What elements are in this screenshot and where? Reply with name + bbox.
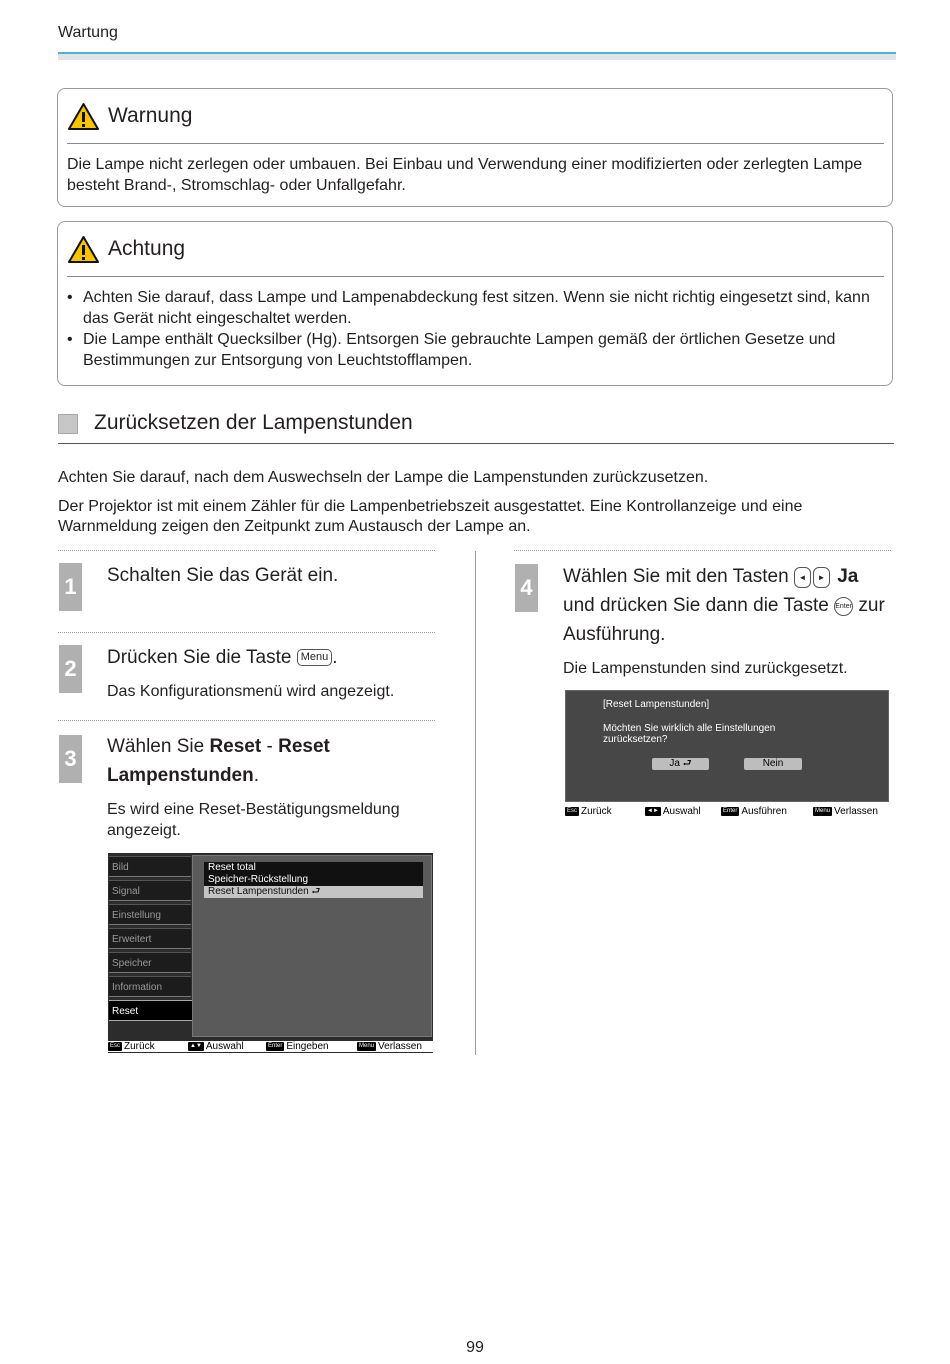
menu-option: Speicher-Rückstellung — [204, 874, 423, 886]
step-divider — [514, 550, 891, 551]
footer-label: Verlassen — [834, 806, 878, 817]
step-3-bold-reset: Reset — [209, 736, 262, 757]
caution-title: Achtung — [108, 237, 186, 260]
step-4-bold-yes: Ja — [837, 566, 859, 587]
footer-label: Zurück — [581, 806, 612, 817]
header-band — [58, 54, 896, 60]
step-4-text — [563, 562, 898, 649]
footer-label: Ausführen — [741, 806, 787, 817]
caution-item: • Die Lampe enthält Quecksilber (Hg). Entsorgen Sie gebrauchte Lampen gemäß der örtlichen Gesetze und Bestimmungen zur Entsorgung von Leuchtstofflampen. — [67, 329, 884, 371]
step-2-text-after: . — [332, 647, 338, 668]
menu-option-selected: Reset Lampenstunden ⮐ — [204, 886, 423, 898]
footer-key: Esc — [567, 808, 578, 814]
warning-title: Warnung — [108, 104, 193, 127]
step-4-line3: Ausführung. — [563, 624, 666, 645]
menu-footer — [108, 1041, 433, 1052]
footer-key: Esc — [110, 1043, 121, 1049]
menu-side-item: Bild — [109, 856, 191, 877]
right-arrow-key-icon: ► — [813, 567, 830, 588]
step-4-text-before: Wählen Sie mit den Tasten — [563, 566, 789, 587]
dialog-title: [Reset Lampenstunden] — [603, 699, 710, 710]
warning-text: Die Lampe nicht zerlegen oder umbauen. Bei Einbau und Verwendung einer modifizierten oder zerlegten Lampe besteht Brand-, Stromschlag- oder Unfallgefahr. — [67, 156, 863, 194]
menu-options-panel — [192, 855, 432, 1037]
menu-option: Reset total — [204, 862, 423, 874]
caution-list — [67, 287, 884, 371]
column-divider — [475, 551, 476, 1055]
footer-key: ◄► — [647, 808, 659, 814]
caution-triangle-icon — [67, 235, 100, 264]
step-4-line2-before: und drücken Sie dann die Taste — [563, 595, 829, 616]
menu-key-icon: Menu — [297, 649, 333, 666]
running-header: Wartung — [58, 24, 118, 41]
section-rule — [58, 443, 894, 444]
footer-key: Enter — [268, 1043, 283, 1049]
menu-side-item: Einstellung — [109, 904, 191, 925]
footer-label: Verlassen — [378, 1041, 422, 1052]
dialog-screenshot — [565, 690, 889, 802]
step-3-bold-lamp: Reset Lampenstunden — [107, 736, 330, 786]
footer-key: Menu — [815, 808, 831, 814]
step-divider — [58, 550, 435, 551]
step-2-body: Das Konfigurationsmenü wird angezeigt. — [107, 683, 395, 700]
footer-label: Auswahl — [662, 806, 701, 817]
step-number: 1 — [59, 563, 82, 611]
step-3-text — [107, 732, 437, 790]
step-3-text-before: Wählen Sie — [107, 736, 210, 757]
intro-paragraph-1: Achten Sie darauf, nach dem Auswechseln der Lampe die Lampenstunden zurückzusetzen. — [58, 469, 709, 486]
step-number: 2 — [59, 645, 82, 693]
dialog-line-2: zurücksetzen? — [603, 734, 668, 745]
caution-item: • Achten Sie darauf, dass Lampe und Lampenabdeckung fest sitzen. Wenn sie nicht richtig eingesetzt sind, kann das Gerät nicht eingeschaltet werden. — [67, 287, 884, 329]
caution-box — [57, 221, 893, 386]
step-number: 4 — [515, 564, 538, 612]
section-title: Zurücksetzen der Lampenstunden — [94, 411, 413, 434]
step-4-body: Die Lampenstunden sind zurückgesetzt. — [563, 660, 848, 677]
warning-triangle-icon — [67, 102, 100, 131]
step-4-line2-after: zur — [858, 595, 885, 616]
menu-side-item: Signal — [109, 880, 191, 901]
menu-screenshot — [108, 853, 433, 1053]
step-divider — [58, 632, 435, 633]
menu-side-item: Erweitert — [109, 928, 191, 949]
menu-side-item: Speicher — [109, 952, 191, 973]
menu-side-item: Information — [109, 976, 191, 997]
page-number: 99 — [466, 1339, 484, 1356]
menu-side-item-active: Reset — [109, 1000, 197, 1021]
step-1-text: Schalten Sie das Gerät ein. — [107, 565, 339, 586]
footer-label: Auswahl — [205, 1041, 244, 1052]
footer-label: Zurück — [124, 1041, 155, 1052]
dialog-line-1: Möchten Sie wirklich alle Einstellungen — [603, 723, 776, 734]
dialog-no-button: Nein — [744, 758, 802, 770]
step-3-body: Es wird eine Reset-Bestätigungsmeldung angezeigt. — [107, 801, 400, 839]
left-arrow-key-icon: ◄ — [794, 567, 811, 588]
step-divider — [58, 720, 435, 721]
step-2-text-before: Drücken Sie die Taste — [107, 647, 292, 668]
enter-key-icon: Enter — [834, 597, 853, 616]
footer-key: Enter — [723, 808, 738, 814]
step-2-text — [107, 643, 338, 672]
section-marker-icon — [58, 414, 78, 434]
footer-key: ▲▼ — [190, 1043, 202, 1049]
footer-label: Eingeben — [286, 1041, 329, 1052]
intro-paragraph-2: Der Projektor ist mit einem Zähler für die Lampenbetriebszeit ausgestattet. Eine Kontrollanzeige und eine Warnmeldung zeigen den Zeitpunkt zum Austausch der Lampe an. — [58, 498, 803, 535]
step-number: 3 — [59, 735, 82, 783]
warning-box — [57, 88, 893, 207]
dialog-footer — [565, 806, 889, 817]
step-3-sep: - — [261, 736, 279, 757]
footer-key: Menu — [359, 1043, 375, 1049]
step-3-text-after: . — [253, 765, 260, 786]
dialog-yes-button: Ja ⮐ — [652, 758, 709, 770]
